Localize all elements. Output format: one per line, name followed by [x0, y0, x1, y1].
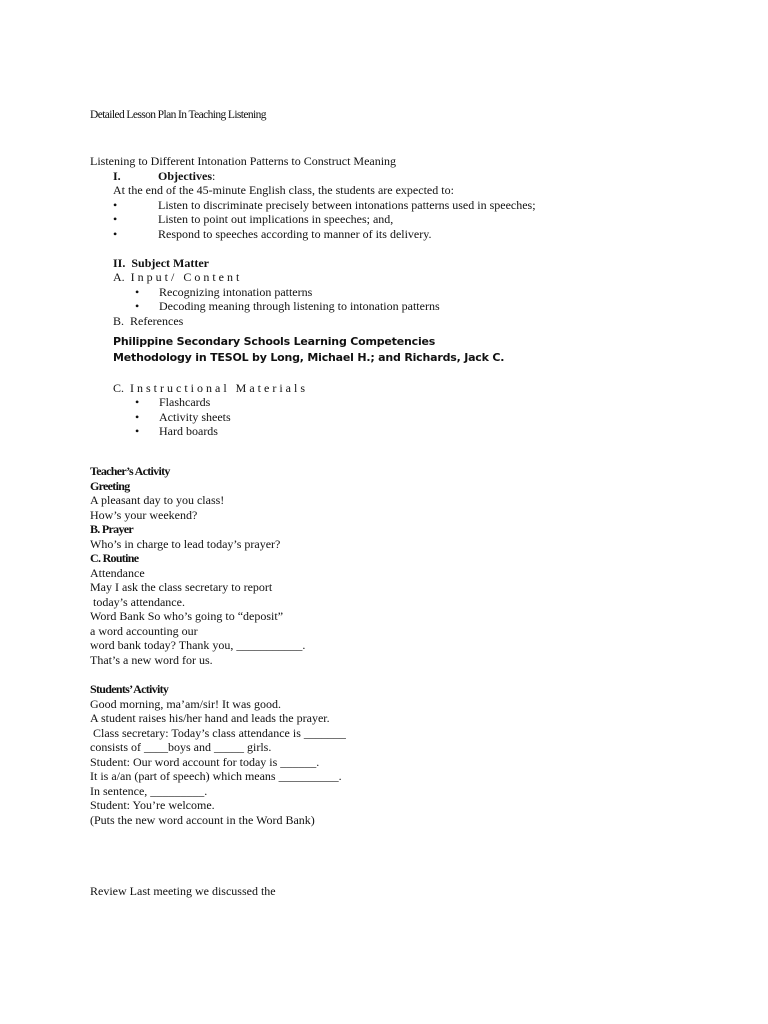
student-line: Student: Our word account for today is ______. [90, 754, 320, 769]
routine-line: Attendance [90, 565, 145, 580]
reference-item: Methodology in TESOL by Long, Michael H.; and Richards, Jack C. [113, 351, 505, 364]
prayer-line: Who’s in charge to lead today’s prayer? [90, 536, 281, 551]
instructional-materials-label: Instructional Materials [130, 380, 308, 395]
input-content-heading: A. Input/ Content [113, 270, 243, 284]
objectives-numeral: I. [113, 168, 121, 183]
routine-line: today’s attendance. [90, 594, 185, 609]
bullet: • [135, 299, 140, 313]
bullet: • [135, 409, 140, 424]
material-item: • Activity sheets [90, 410, 730, 425]
student-line: Class secretary: Today’s class attendance is _______ [90, 725, 346, 740]
subject-matter-heading [90, 256, 730, 271]
references-label: References [130, 313, 184, 328]
prayer-heading: B. Prayer [90, 522, 134, 536]
material-item: • Flashcards [90, 395, 730, 410]
routine-line: May I ask the class secretary to report [90, 580, 273, 594]
review-line: Review Last meeting we discussed the [90, 884, 276, 898]
routine-line: word bank today? Thank you, ___________. [90, 638, 306, 652]
subject-matter-label: Subject Matter [131, 255, 209, 270]
subject-matter-numeral: II. [113, 255, 126, 270]
student-line: consists of ____boys and _____ girls. [90, 740, 272, 754]
bullet: • [135, 424, 140, 438]
student-line: Good morning, ma’am/sir! It was good. [90, 696, 281, 711]
objectives-heading [90, 169, 730, 184]
objective-item: • Respond to speeches according to manner of its delivery. [113, 226, 432, 241]
lesson-header-section [90, 154, 730, 439]
bullet: • [135, 284, 140, 299]
bullet: • [113, 197, 118, 212]
students-activity-heading: Students’ Activity [90, 682, 169, 696]
objectives-label: Objectives [158, 168, 212, 183]
student-line: In sentence, _________. [90, 783, 208, 798]
instructional-materials-heading: C. Instructional Materials [113, 380, 308, 395]
bullet: • [113, 226, 118, 241]
bullet: • [135, 395, 140, 409]
greeting-line: A pleasant day to you class! [90, 493, 225, 507]
routine-line: a word accounting our [90, 623, 198, 638]
student-line: A student raises his/her hand and leads the prayer. [90, 711, 330, 725]
student-line: Student: You’re welcome. [90, 798, 215, 812]
students-activity-section [90, 682, 730, 827]
student-line: (Puts the new word account in the Word Bank) [90, 812, 315, 827]
teacher-activity-section [90, 464, 730, 667]
teacher-activity-heading: Teacher’s Activity [90, 464, 170, 478]
routine-heading: C. Routine [90, 551, 139, 565]
objectives-intro: At the end of the 45-minute English class, the students are expected to: [113, 183, 454, 197]
references-heading: B. References [113, 313, 184, 328]
routine-line: That’s a new word for us. [90, 652, 213, 667]
objective-item: • Listen to point out implications in speeches; and, [113, 212, 394, 226]
reference-item: Philippine Secondary Schools Learning Competencies [113, 335, 436, 348]
student-line: It is a/an (part of speech) which means __________. [90, 769, 342, 783]
input-content-label: Input/ Content [130, 270, 243, 284]
greeting-heading: Greeting [90, 478, 130, 493]
material-item: • Hard boards [90, 424, 730, 439]
greeting-line: How’s your weekend? [90, 507, 198, 522]
objectives-colon: : [211, 168, 216, 183]
bullet: • [113, 212, 118, 226]
lesson-title: Listening to Different Intonation Patterns to Construct Meaning [90, 154, 397, 168]
objective-item: • Listen to discriminate precisely between intonations patterns used in speeches; [113, 197, 536, 212]
content-item: • Recognizing intonation patterns [90, 285, 730, 300]
routine-line: Word Bank So who’s going to “deposit” [90, 609, 284, 623]
content-item: • Decoding meaning through listening to intonation patterns [90, 299, 730, 314]
document-title: Detailed Lesson Plan In Teaching Listening [90, 109, 266, 121]
